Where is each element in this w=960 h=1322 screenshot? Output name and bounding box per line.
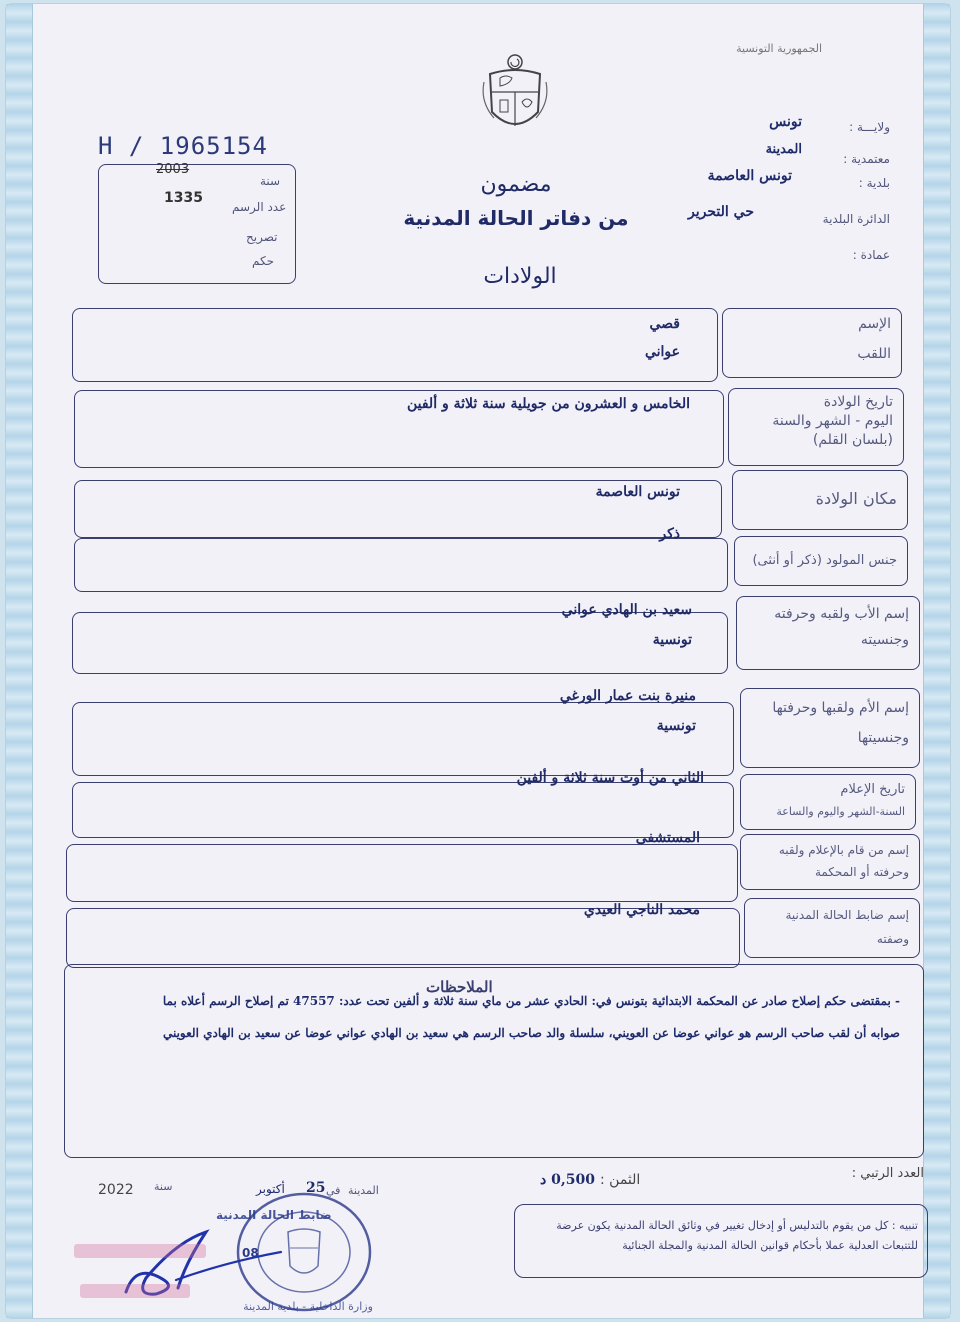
left-security-border [6, 4, 33, 1318]
mother-nationality: تونسية [656, 718, 696, 734]
baladia-value: تونس العاصمة [707, 168, 792, 184]
footer-date-prefix: في [326, 1184, 341, 1197]
notes-line1: - بمقتضى حكم إصلاح صادر عن المحكمة الابتدائية بتونس في: الحادي عشر من ماي سنة ثلاثة و ألفين تحت عدد: 47557 تم إصلاح الرسم أعلاه بما [162, 994, 900, 1008]
baladia-label: بلدية : [858, 176, 890, 190]
notes-label: الملاحظات [426, 978, 493, 996]
birthplace-label: مكان الولادة [815, 489, 897, 508]
mootamadia-label: معتمدية : [843, 152, 890, 166]
father-value: سعيد بن الهادي عواني [561, 602, 692, 618]
surname-label: اللقب [857, 346, 891, 362]
stamp-text: وزارة الداخلية - بلدية المدينة [243, 1300, 373, 1313]
row-declarant-label-box [740, 834, 920, 890]
stamp-office: ضابط الحالة المدنية [216, 1208, 332, 1222]
sex-value: ذكر [659, 526, 680, 542]
row-name-value-box [72, 308, 718, 382]
daira-value: حي التحرير [688, 204, 754, 220]
name-value: قصي [649, 316, 680, 332]
footer-place: المدينة [348, 1184, 379, 1197]
coat-of-arms-icon [480, 52, 550, 138]
footer-price-label: الثمن : [600, 1172, 641, 1188]
footer-serial-label: العدد الرتبي : [851, 1166, 924, 1181]
declaration-date-label: تاريخ الإعلام [840, 782, 905, 797]
declarant-label: إسم من قام بالإعلام ولقبه [778, 843, 909, 857]
row-declarant-value-box [66, 844, 738, 902]
document-sheet [6, 4, 950, 1318]
row-sex-label-box [734, 536, 908, 586]
title-line1: مضمون [480, 172, 552, 197]
birthdate-sublabel: اليوم - الشهر والسنة [772, 413, 893, 429]
father-sublabel: وجنسيته [860, 632, 909, 648]
wilaya-value: تونس [769, 114, 802, 130]
footer-price-value: 0,500 د [540, 1172, 595, 1188]
footer-date-month: أكتوبر [256, 1182, 285, 1196]
name-label: الإسم [858, 316, 891, 332]
right-security-border [923, 4, 950, 1318]
birthplace-value: تونس العاصمة [595, 484, 680, 500]
father-nationality: تونسية [652, 632, 692, 648]
footer-year-label: سنة [154, 1180, 173, 1193]
republic-label: الجمهورية التونسية [736, 42, 822, 55]
birthdate-value: الخامس و العشرون من جويلية سنة ثلاثة و ألفين [406, 396, 690, 412]
row-mother-label-box [740, 688, 920, 768]
declaration-date-sublabel: السنة-الشهر واليوم والساعة [776, 805, 905, 818]
row-name-label-box [722, 308, 902, 378]
serial-number: H / 1965154 [98, 132, 268, 160]
row-father-label-box [736, 596, 920, 670]
row-declaration-date-value-box [72, 782, 734, 838]
faded-pink-stamp [70, 1236, 210, 1306]
footer-date-day: 25 [306, 1180, 326, 1196]
footer-year-value: 2022 [98, 1182, 134, 1198]
declarant-value: المستشفى [635, 830, 700, 846]
notes-line2: صوابه أن لقب صاحب الرسم هو عواني عوضا عن العويني، سلسلة والد صاحب الرسم هي سعيد بن الهادي عواني عوضا عن سعيد بن الهادي العويني [162, 1026, 900, 1040]
mootamadia-value: المدينة [765, 142, 802, 157]
birthdate-sublabel2: (بلسان القلم) [812, 432, 893, 448]
row-declaration-date-label-box [740, 774, 916, 830]
reg-year-label: سنة [260, 174, 281, 188]
officer-sublabel: وصفته [876, 932, 909, 946]
row-birthdate-label-box [728, 388, 904, 466]
mother-label: إسم الأم ولقبها وحرفتها [772, 700, 909, 716]
title-line2: من دفاتر الحالة المدنية [403, 206, 629, 230]
officer-value: محمد الناجي العيدي [583, 902, 700, 918]
reg-number-value: 1335 [164, 190, 203, 206]
declaration-date-value: الثاني من أوت سنة ثلاثة و ألفين [516, 770, 704, 786]
row-officer-label-box [744, 898, 920, 958]
officer-label: إسم ضابط الحالة المدنية [785, 908, 909, 922]
daira-label: الدائرة البلدية [822, 212, 890, 226]
birthdate-label: تاريخ الولادة [823, 394, 893, 410]
reg-year-value: 2003 [156, 162, 190, 177]
imada-label: عمادة : [852, 248, 890, 262]
stamp-number: 08 [242, 1246, 259, 1260]
wilaya-label: ولايـــة : [849, 120, 890, 134]
title-line3: الولادات [483, 264, 557, 289]
reg-judgment-label: حكم [252, 254, 275, 268]
father-label: إسم الأب ولقبه وحرفته [774, 606, 909, 622]
row-father-value-box [72, 612, 728, 674]
reg-declaration-label: تصريح [246, 230, 278, 244]
row-mother-value-box [72, 702, 734, 776]
declarant-sublabel: وحرفته أو المحكمة [814, 865, 909, 879]
row-birthplace-label-box [732, 470, 908, 530]
sex-label: جنس المولود (ذكر أو أنثى) [752, 553, 897, 568]
row-sex-value-box [74, 538, 728, 592]
reg-number-label: عدد الرسم [232, 200, 287, 214]
mother-sublabel: وجنسيتها [857, 730, 909, 746]
warning-text: تنبيه : كل من يقوم بالتدليس أو إدخال تغيير في وثائق الحالة المدنية يكون عرضة للتتبعات العدلية عملا بأحكام قوانين الحالة المدنية والمجلة الجنائية [556, 1219, 918, 1252]
surname-value: عواني [644, 344, 680, 360]
mother-value: منيرة بنت عمار الورغي [559, 688, 696, 704]
